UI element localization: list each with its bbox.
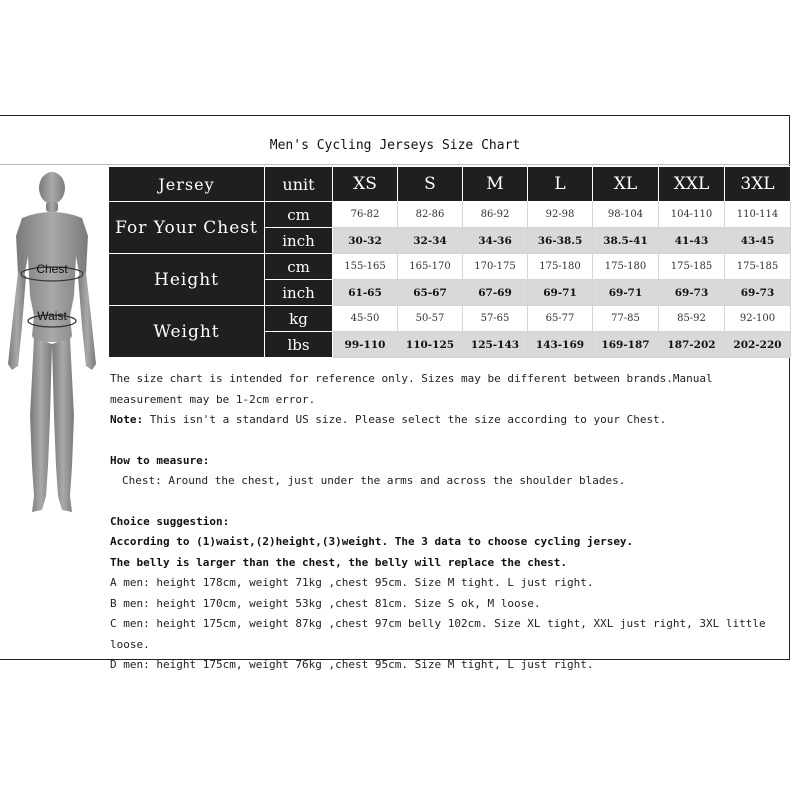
table-cell: 69-73 <box>725 280 791 306</box>
example-line: A men: height 178cm, weight 71kg ,chest 95cm. Size M tight. L just right. <box>110 576 594 589</box>
table-cell: 86-92 <box>463 202 528 228</box>
header-size: M <box>463 167 528 202</box>
example-line: B men: height 170cm, weight 53kg ,chest 81cm. Size S ok, M loose. <box>110 596 541 610</box>
table-cell: 34-36 <box>463 228 528 254</box>
title-divider <box>0 164 790 165</box>
table-cell: 36-38.5 <box>528 228 593 254</box>
how-to-measure-chest: Chest: Around the chest, just under the arms and across the shoulder blades. <box>122 474 626 487</box>
row-label-weight: Weight <box>109 306 265 358</box>
how-to-measure-title: How to measure: <box>110 453 210 467</box>
table-cell: 57-65 <box>463 306 528 332</box>
note-label: Note: <box>110 413 144 426</box>
table-cell: 69-73 <box>659 280 725 306</box>
table-cell: 175-180 <box>593 254 659 280</box>
header-size: S <box>398 167 463 202</box>
table-cell: 169-187 <box>593 332 659 358</box>
unit-cell: cm <box>265 254 333 280</box>
table-cell: 45-50 <box>333 306 398 332</box>
table-cell: 175-185 <box>659 254 725 280</box>
table-cell: 143-169 <box>528 332 593 358</box>
table-cell: 170-175 <box>463 254 528 280</box>
table-row <box>109 306 791 332</box>
waist-label: Waist <box>37 309 67 323</box>
size-table-body <box>109 167 791 358</box>
table-row <box>109 254 791 280</box>
table-cell: 50-57 <box>398 306 463 332</box>
table-cell: 202-220 <box>725 332 791 358</box>
table-cell: 110-114 <box>725 202 791 228</box>
example-line: D men: height 175cm, weight 76kg ,chest 95cm. Size M tight, L just right. <box>110 658 594 671</box>
table-cell: 92-98 <box>528 202 593 228</box>
unit-cell: kg <box>265 306 333 332</box>
table-cell: 82-86 <box>398 202 463 228</box>
unit-cell: lbs <box>265 332 333 358</box>
unit-cell: inch <box>265 280 333 306</box>
header-size: XL <box>593 167 659 202</box>
note-line <box>110 410 785 431</box>
table-cell: 65-67 <box>398 280 463 306</box>
table-cell: 99-110 <box>333 332 398 358</box>
chest-label: Chest <box>36 262 68 276</box>
header-size: L <box>528 167 593 202</box>
table-cell: 61-65 <box>333 280 398 306</box>
header-size: 3XL <box>725 167 791 202</box>
chart-title: Men's Cycling Jerseys Size Chart <box>269 138 521 153</box>
disclaimer-text: The size chart is intended for reference only. Sizes may be different between brands.Manual measurement may be 1-2cm error. <box>110 372 713 406</box>
table-row <box>109 202 791 228</box>
size-table <box>108 166 791 358</box>
table-cell: 76-82 <box>333 202 398 228</box>
row-label-height: Height <box>109 254 265 306</box>
table-cell: 69-71 <box>528 280 593 306</box>
table-cell: 187-202 <box>659 332 725 358</box>
header-unit: unit <box>265 167 333 202</box>
row-label-chest: For Your Chest <box>109 202 265 254</box>
table-cell: 77-85 <box>593 306 659 332</box>
table-cell: 30-32 <box>333 228 398 254</box>
table-cell: 175-180 <box>528 254 593 280</box>
table-cell: 41-43 <box>659 228 725 254</box>
unit-cell: inch <box>265 228 333 254</box>
table-cell: 65-77 <box>528 306 593 332</box>
table-cell: 69-71 <box>593 280 659 306</box>
table-cell: 38.5-41 <box>593 228 659 254</box>
table-cell: 85-92 <box>659 306 725 332</box>
choice-suggestion-title: Choice suggestion: <box>110 514 230 528</box>
notes-section <box>110 369 785 676</box>
table-cell: 92-100 <box>725 306 791 332</box>
table-cell: 67-69 <box>463 280 528 306</box>
example-line: C men: height 175cm, weight 87kg ,chest 97cm belly 102cm. Size XL tight, XXL just right, 3XL little loose. <box>110 617 766 651</box>
header-size: XS <box>333 167 398 202</box>
table-cell: 104-110 <box>659 202 725 228</box>
body-silhouette <box>8 172 96 512</box>
header-size: XXL <box>659 167 725 202</box>
table-cell: 165-170 <box>398 254 463 280</box>
belly-text: The belly is larger than the chest, the belly will replace the chest. <box>110 555 567 569</box>
according-text: According to (1)waist,(2)height,(3)weight. The 3 data to choose cycling jersey. <box>110 535 634 548</box>
table-cell: 110-125 <box>398 332 463 358</box>
header-jersey: Jersey <box>109 167 265 202</box>
table-cell: 32-34 <box>398 228 463 254</box>
table-cell: 125-143 <box>463 332 528 358</box>
table-cell: 175-185 <box>725 254 791 280</box>
note-text: This isn't a standard US size. Please select the size according to your Chest. <box>143 413 667 426</box>
body-silhouette-figure <box>0 166 108 566</box>
size-chart-card <box>0 115 790 671</box>
table-cell: 155-165 <box>333 254 398 280</box>
table-cell: 43-45 <box>725 228 791 254</box>
table-cell: 98-104 <box>593 202 659 228</box>
table-header-row <box>109 167 791 202</box>
unit-cell: cm <box>265 202 333 228</box>
